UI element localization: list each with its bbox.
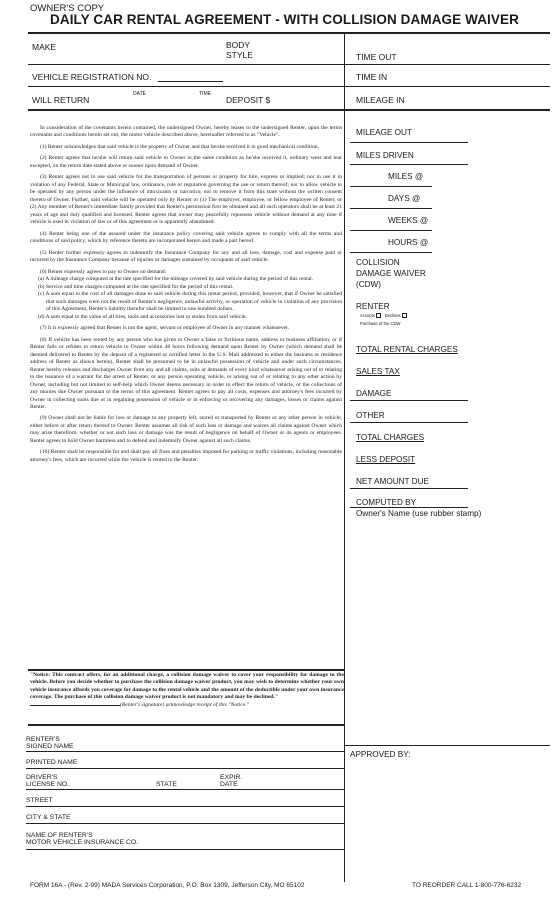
top-fields-rule bbox=[28, 109, 550, 111]
terms-clause-6d: (d) A sum equal to the value of all tires, tools and accessories lost or stolen from said vehicle. bbox=[38, 313, 247, 320]
weeks-rate-line[interactable] bbox=[350, 230, 432, 231]
declines-label: Declines bbox=[384, 313, 401, 318]
miles-rate-line[interactable] bbox=[350, 186, 432, 187]
owners-copy-label: OWNER'S COPY bbox=[30, 3, 105, 14]
time-sublabel: TIME bbox=[199, 91, 211, 97]
terms-clause-4: (4) Renter being one of the assured under the insurance policy covering said vehicle agrees to comply with all the terms and conditions of said policy, which by reference thereto are incorporated herein and made a part hereof. bbox=[30, 230, 342, 245]
damage-line[interactable] bbox=[350, 400, 468, 401]
sales-tax-label: SALES TAX bbox=[356, 367, 400, 376]
cdw-label: (CDW) bbox=[356, 280, 382, 289]
signed-name-line[interactable] bbox=[26, 751, 344, 752]
approved-by-label: APPROVED BY: bbox=[350, 750, 411, 759]
other-line[interactable] bbox=[350, 422, 468, 423]
days-rate-line[interactable] bbox=[350, 208, 432, 209]
insurance-company-label: NAME OF RENTER'S MOTOR VEHICLE INSURANCE CO. bbox=[26, 832, 139, 847]
terms-clause-6b: (b) Service and time charges computed at the rate specified for the period of this rental. bbox=[38, 283, 234, 290]
row-divider bbox=[28, 86, 550, 87]
notice-bottom-rule bbox=[28, 724, 345, 726]
reorder-footer: TO REORDER CALL 1-800-776-6232 bbox=[412, 882, 522, 889]
declines-checkbox[interactable] bbox=[402, 313, 407, 318]
owners-name-label: Owner's Name (use rubber stamp) bbox=[356, 509, 482, 518]
approved-rule bbox=[344, 745, 550, 746]
right-column-divider bbox=[344, 32, 345, 882]
terms-clause-7: (7) It is expressly agreed that Renter is not the agent, servant or employee of Owner in any manner whatsoever. bbox=[40, 325, 289, 332]
terms-clause-5: (5) Renter further expressly agrees to indemnify the Insurance Company for any and all loss, damage, cost and expense paid or incurred by the Insurance Company because of injuries or damages sustained by occupants of said vehicle. bbox=[30, 249, 342, 264]
terms-intro: In consideration of the covenants herein contained, the undersigned Owner, hereby leases to the undersigned Renter, upon the terms covenants and conditions herein set out, the motor vehicle described above, hereinafter referred to as "Vehicle". bbox=[30, 125, 342, 139]
street-line[interactable] bbox=[26, 806, 344, 807]
license-line[interactable] bbox=[26, 789, 344, 790]
mileage-out-label: MILEAGE OUT bbox=[356, 128, 412, 137]
state-label: STATE bbox=[156, 781, 177, 788]
terms-body bbox=[30, 125, 342, 468]
collision-label: COLLISION bbox=[356, 258, 400, 267]
terms-clause-9: (9) Owner shall not be liable for loss or damage to any property left, stored or transported by Renter or any other person in vehicle, either before or after return thereof to Owner. Renter assumes all risk of such loss or damage and waives all claims against Owner which may arise therefrom, whether or not such loss or damage was the result of negligence on behalf of Owner or its agents or employees. Renter agrees to hold Owner harmless and to defend and indemnify Owner against all such claims. bbox=[30, 415, 342, 444]
net-amount-due-label: NET AMOUNT DUE bbox=[356, 477, 429, 486]
purchase-cdw-label: Purchase of the CDW bbox=[360, 321, 401, 326]
miles-driven-label: MILES DRIVEN bbox=[356, 151, 414, 160]
computed-by-line[interactable] bbox=[350, 507, 468, 508]
mileage-out-line[interactable] bbox=[350, 142, 468, 143]
damage-label: DAMAGE bbox=[356, 389, 392, 398]
expiration-date-label: EXPIR. DATE bbox=[220, 774, 243, 789]
terms-clause-8: (8) If vehicle has been rented by any person who has given to Owner a false or fictitious name, address or business affiliation, or if Renter fails or refuses to return vehicle to Owner within 48 hours following demand upon Renter by Owner (which demand shall be deemed delivered to Renter by the deposit of a registered or certified letter in the U.S. Mail addressed to either the business or residence address of Renter as shown herein), Renter shall be presumed to be in unlawful possession of vehicle and under such circumstances, Renter hereby releases and discharges Owner from any and all claims, suits or demands of every kind whatsoever arising out of or relating to the issuance of a warrant for the arrest of Renter, or any person operating vehicle, or arising out of or relating to any other action by Owner, including but not limited to self-help which Owner deems necessary in order to effect the return of vehicle, or the collections of any monies due Owner pursuant to the terms of this agreement. Renter agrees to pay all costs, expenses and attorney's fees incurred by Owner in collecting sums due or in regaining possession of vehicle or in enforcing or recovering any damages, losses or claims against Renter. bbox=[30, 336, 342, 410]
terms-clause-6a: (a) A mileage charge computed at the rate specified for the mileage covered by said vehicle during the period of this rental. bbox=[38, 276, 314, 283]
insurance-company-line[interactable] bbox=[26, 849, 344, 850]
total-rental-charges-label: TOTAL RENTAL CHARGES bbox=[356, 345, 458, 354]
notice-top-rule bbox=[28, 669, 345, 671]
row-divider bbox=[28, 64, 550, 65]
terms-clause-6: (6) Renter expressly agrees to pay to Owner on demand: bbox=[40, 268, 167, 275]
make-label: MAKE bbox=[32, 42, 57, 52]
cdw-notice-text: "Notice: This contract offers, for an additional charge, a collision damage waiver to cover your responsibility for damage to the vehicle. Before you decide whether to purchase the collision damage waiver product, you may wish to determine whether your own vehicle insurance affords you coverage for damage to the rental vehicle and the amount of the deductible under your own insurance coverage. The purchase of this collision damage waiver product is not mandatory and may be declined." bbox=[30, 672, 344, 700]
deposit-label: DEPOSIT $ bbox=[226, 95, 271, 105]
page-title: DAILY CAR RENTAL AGREEMENT - WITH COLLISION DAMAGE WAIVER bbox=[50, 12, 519, 27]
miles-rate-label: MILES @ bbox=[388, 172, 424, 181]
renters-signed-name-label: RENTER'S SIGNED NAME bbox=[26, 736, 74, 751]
miles-driven-line[interactable] bbox=[350, 164, 468, 165]
vehicle-registration-label: VEHICLE REGISTRATION NO. bbox=[32, 72, 152, 82]
terms-clause-10: (10) Renter shall be responsible for and shall pay all fines and penalties imposed for parking or traffic violations, including reasonable attorney's fees, which are incurred while the vehicle is rented to the Renter. bbox=[30, 449, 342, 463]
hours-rate-line[interactable] bbox=[350, 252, 432, 253]
renter-signature-line[interactable] bbox=[30, 705, 120, 706]
terms-clause-2: (2) Renter agrees that he/she will return said vehicle to Owner in the same condition as he/she received it, ordinary wear and tear excepted, on the return date stated above or sooner upon demand of Owner. bbox=[30, 155, 342, 169]
style-label: STYLE bbox=[226, 50, 253, 60]
city-state-line[interactable] bbox=[26, 823, 344, 824]
weeks-rate-label: WEEKS @ bbox=[388, 216, 429, 225]
hours-rate-label: HOURS @ bbox=[388, 238, 429, 247]
city-state-label: CITY & STATE bbox=[26, 814, 71, 821]
body-label: BODY bbox=[226, 40, 251, 50]
computed-by-label: COMPUTED BY bbox=[356, 498, 417, 507]
printed-name-label: PRINTED NAME bbox=[26, 759, 78, 766]
terms-clause-1: (1) Renter acknowledges that said vehicle is the property of Owner and that he/she received it in good mechanical condition. bbox=[40, 143, 319, 150]
renter-cdw-label: RENTER bbox=[356, 302, 390, 311]
accepts-checkbox[interactable] bbox=[376, 313, 381, 318]
notice-signature-text: (Renter's signature) acknowledge receipt of this "Notice." bbox=[120, 702, 249, 709]
damage-waiver-label: DAMAGE WAIVER bbox=[356, 269, 426, 278]
cdw-choice bbox=[360, 313, 407, 318]
days-rate-label: DAYS @ bbox=[388, 194, 421, 203]
cdw-notice bbox=[30, 672, 344, 709]
date-sublabel: DATE bbox=[133, 91, 146, 97]
time-out-label: TIME OUT bbox=[356, 52, 397, 62]
other-label: OTHER bbox=[356, 411, 385, 420]
vehicle-registration-line[interactable] bbox=[158, 81, 223, 82]
form-number-footer: FORM 16A - (Rev. 2-99) MADA Services Corporation, P.O. Box 1309, Jefferson City, MO 65102 bbox=[30, 882, 305, 889]
terms-clause-3: (3) Renter agrees not to use said vehicle for the transportation of persons or property for hire, express or implied; nor to use it in violation of any Federal, State or Municipal law, ordinance, rule or regulation governing the use or return thereof; nor to allow vehicle to be operated by any person under the influence of intoxicants or narcotics; nor to remove it from this state without the written consent thereto of Owner. Further, said vehicle will be operated only by Renter or (1) The employer, employee, or fellow employee of Renter, or (2) Any member of Renter's immediate family provided that Renter's permission first be obtained and all such operators shall be at least 21 years of age and duly qualified and licensed. Renter agrees that owner may peacefully repossess vehicle without demand at any time if vehicle is used in violation of law or of this agreement or is apparently abandoned. bbox=[30, 174, 342, 226]
mileage-in-label: MILEAGE IN bbox=[356, 95, 405, 105]
accepts-label: Accepts bbox=[360, 313, 375, 318]
time-in-label: TIME IN bbox=[356, 72, 388, 82]
less-deposit-label: LESS DEPOSIT bbox=[356, 455, 416, 464]
net-amount-line[interactable] bbox=[350, 488, 468, 489]
total-charges-label: TOTAL CHARGES bbox=[356, 433, 425, 442]
drivers-license-label: DRIVER'S LICENSE NO. bbox=[26, 774, 70, 789]
title-rule bbox=[28, 32, 550, 34]
printed-name-line[interactable] bbox=[26, 768, 344, 769]
terms-clause-6c: (c) A sum equal to the cost of all damages done to said vehicle during this rental period, provided, however, that if Owner be satisfied that such damages were not the result of Renter's negligence, unlawful activity, or operation of vehicle in violation of any provision of this Agreement, Renter's liability therefor shall be limited to one hundred dollars. bbox=[38, 291, 342, 313]
will-return-label: WILL RETURN bbox=[32, 95, 90, 105]
street-label: STREET bbox=[26, 797, 53, 804]
